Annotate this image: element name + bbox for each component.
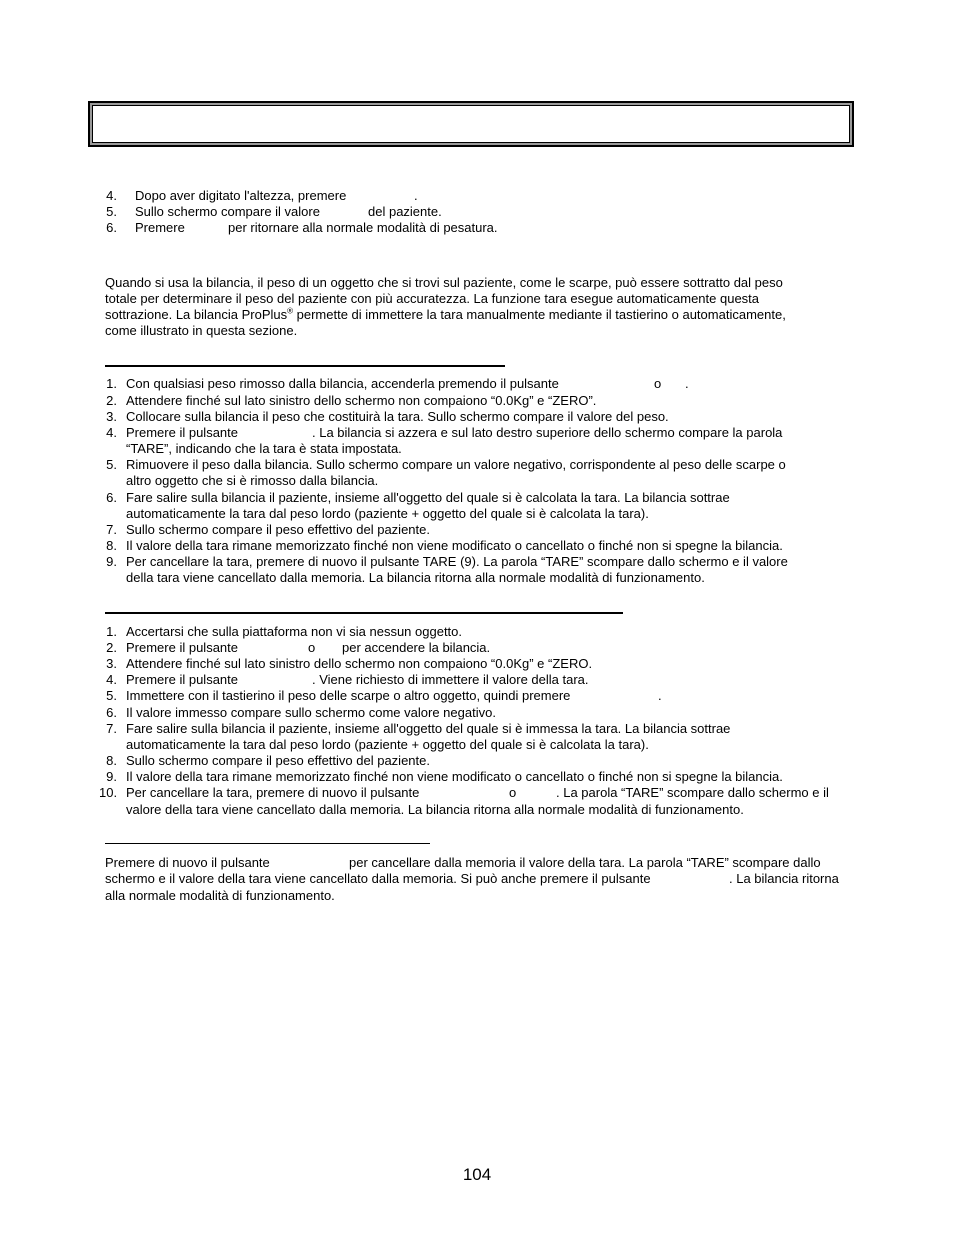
step-number: 9. — [106, 554, 117, 569]
step-number: 10. — [99, 785, 118, 800]
paragraph-line: totale per determinare il peso del paziente con più accuratezza. La funzione tara esegue automaticamente questa — [105, 291, 760, 306]
intro-step-number: 5. — [106, 204, 117, 219]
step-number: 3. — [106, 656, 117, 671]
step-number: 8. — [106, 538, 117, 553]
step-text: Rimuovere il peso dalla bilancia. Sullo schermo compare un valore negativo, corrispondente al peso delle scarpe o — [126, 457, 786, 472]
step-text: Per cancellare la tara, premere di nuovo il pulsante TARE (9). La parola “TARE” scompare dallo schermo e il valore — [126, 554, 788, 569]
step-text: valore della tara viene cancellato dalla memoria. La bilancia ritorna alla normale modalità di funzionamento. — [126, 802, 744, 817]
step-text-tail: . La parola “TARE” scompare dallo schermo e il — [556, 785, 829, 800]
step-number: 1. — [106, 624, 117, 639]
step-text: Fare salire sulla bilancia il paziente, insieme all'oggetto del quale si è immessa la tara. La bilancia sottrae — [126, 721, 731, 736]
step-text-tail: . La bilancia si azzera e sul lato destro superiore dello schermo compare la parola — [312, 425, 783, 440]
step-number: 9. — [106, 769, 117, 784]
intro-step-suffix: per ritornare alla normale modalità di pesatura. — [228, 220, 498, 235]
step-number: 4. — [106, 672, 117, 687]
step-number: 6. — [106, 705, 117, 720]
step-number: 2. — [106, 640, 117, 655]
paragraph-line: . La bilancia ritorna — [729, 871, 839, 886]
step-text: “TARE”, indicando che la tara è stata impostata. — [126, 441, 402, 456]
page-number: 104 — [462, 1165, 492, 1184]
paragraph-line: schermo e il valore della tara viene cancellato dalla memoria. Si può anche premere il pulsante — [105, 871, 651, 886]
intro-step-suffix: del paziente. — [368, 204, 442, 219]
step-text: Il valore della tara rimane memorizzato finché non viene modificato o cancellato o finché non si spegne la bilancia. — [126, 769, 783, 784]
step-text: Premere il pulsante — [126, 425, 238, 440]
step-text-tail: . — [658, 688, 662, 703]
intro-step-text: Premere — [135, 220, 185, 235]
intro-step-suffix: . — [414, 188, 418, 203]
step-text-tail: o — [308, 640, 316, 655]
step-text: automaticamente la tara dal peso lordo (paziente + oggetto del quale si è calcolata la tara). — [126, 737, 649, 752]
step-text: Immettere con il tastierino il peso delle scarpe o altro oggetto, quindi premere — [126, 688, 571, 703]
step-text: Accertarsi che sulla piattaforma non vi sia nessun oggetto. — [126, 624, 463, 639]
step-number: 4. — [106, 425, 117, 440]
intro-step-text: Sullo schermo compare il valore — [135, 204, 320, 219]
step-text-tail: per accendere la bilancia. — [342, 640, 491, 655]
paragraph-line: per cancellare dalla memoria il valore della tara. La parola “TARE” scompare dallo — [349, 855, 821, 870]
step-text: Il valore immesso compare sullo schermo come valore negativo. — [126, 705, 496, 720]
clear-tare-heading-underline — [105, 843, 430, 844]
step-number: 5. — [106, 457, 117, 472]
step-number: 7. — [106, 721, 117, 736]
step-number: 7. — [106, 522, 117, 537]
step-number: 8. — [106, 753, 117, 768]
auto-tare-heading-underline — [105, 365, 505, 367]
registered-mark: ® — [287, 306, 294, 316]
manual-tare-heading-underline — [105, 612, 623, 614]
step-text-tail: o — [509, 785, 517, 800]
intro-step-text: Dopo aver digitato l'altezza, premere — [135, 188, 347, 203]
paragraph-line: Premere di nuovo il pulsante — [105, 855, 270, 870]
step-text-tail: o — [654, 376, 662, 391]
step-text: Attendere finché sul lato sinistro dello schermo non compaiono “0.0Kg” e “ZERO”. — [126, 393, 597, 408]
step-number: 3. — [106, 409, 117, 424]
step-text: altro oggetto che si è rimosso dalla bilancia. — [126, 473, 379, 488]
paragraph-line: Quando si usa la bilancia, il peso di un oggetto che si trovi sul paziente, come le scarpe, può essere sottratto dal peso — [105, 275, 783, 290]
step-text: Attendere finché sul lato sinistro dello schermo non compaiono “0.0Kg” e “ZERO. — [126, 656, 593, 671]
step-text: Con qualsiasi peso rimosso dalla bilancia, accenderla premendo il pulsante — [126, 376, 559, 391]
step-text: Per cancellare la tara, premere di nuovo il pulsante — [126, 785, 420, 800]
step-text-tail: . — [685, 376, 689, 391]
step-text: Il valore della tara rimane memorizzato finché non viene modificato o cancellato o finché non si spegne la bilancia. — [126, 538, 783, 553]
step-text: Sullo schermo compare il peso effettivo del paziente. — [126, 753, 430, 768]
step-number: 6. — [106, 490, 117, 505]
step-text: della tara viene cancellato dalla memoria. La bilancia ritorna alla normale modalità di funzionamento. — [126, 570, 705, 585]
step-number: 1. — [106, 376, 117, 391]
step-text: Fare salire sulla bilancia il paziente, insieme all'oggetto del quale si è calcolata la tara. La bilancia sottrae — [126, 490, 730, 505]
step-number: 2. — [106, 393, 117, 408]
step-text: Sullo schermo compare il peso effettivo del paziente. — [126, 522, 430, 537]
step-number: 5. — [106, 688, 117, 703]
step-text: automaticamente la tara dal peso lordo (paziente + oggetto del quale si è calcolata la tara). — [126, 506, 649, 521]
paragraph-line: alla normale modalità di funzionamento. — [105, 888, 335, 903]
section-title-frame — [88, 101, 854, 147]
step-text-tail: . Viene richiesto di immettere il valore della tara. — [312, 672, 589, 687]
intro-step-number: 4. — [106, 188, 117, 203]
step-text: Collocare sulla bilancia il peso che costituirà la tara. Sullo schermo compare il valore del peso. — [126, 409, 669, 424]
paragraph-line: come illustrato in questa sezione. — [105, 323, 298, 338]
paragraph-line: sottrazione. La bilancia ProPlus® permette di immettere la tara manualmente mediante il tastierino o automaticamente, — [105, 306, 786, 322]
step-text: Premere il pulsante — [126, 672, 238, 687]
step-text: Premere il pulsante — [126, 640, 238, 655]
intro-step-number: 6. — [106, 220, 117, 235]
